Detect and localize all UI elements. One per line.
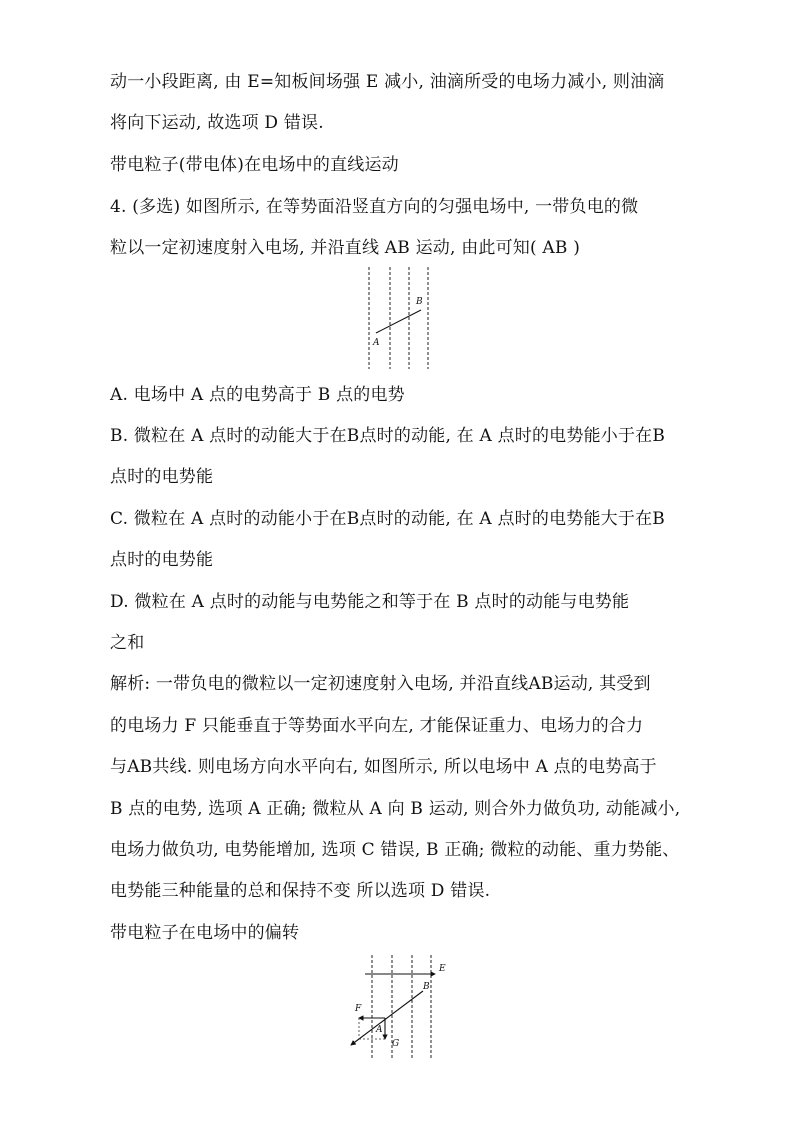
- point-b-label: B: [423, 982, 430, 992]
- solution-line: 与AB共线. 则电场方向水平向右, 如图所示, 所以电场中 A 点的电势高于: [110, 757, 657, 777]
- option-a: A. 电场中 A 点的电势高于 B 点的电势: [110, 385, 405, 405]
- solution-line: 电势能三种能量的总和保持不变 所以选项 D 错误.: [110, 881, 491, 901]
- solution-line: 的电场力 F 只能垂直于等势面水平向左, 才能保证重力、电场力的合力: [110, 716, 644, 736]
- point-b-label: B: [416, 297, 423, 307]
- option-c: 点时的电势能: [110, 550, 214, 570]
- solution-line: B 点的电势, 选项 A 正确; 微粒从 A 向 B 运动, 则合外力做负功, 动能减小,: [110, 799, 681, 819]
- text-line: 将向下运动, 故选项 D 错误.: [110, 113, 324, 133]
- option-b: B. 微粒在 A 点时的动能大于在B点时的动能, 在 A 点时的电势能小于在B: [110, 426, 666, 446]
- solution-line: 解析: 一带负电的微粒以一定初速度射入电场, 并沿直线AB运动, 其受到: [110, 674, 651, 694]
- figure-1-diagram: [360, 265, 440, 370]
- text-line: 动一小段距离, 由 E=知板间场强 E 减小, 油滴所受的电场力减小, 则油滴: [110, 72, 665, 92]
- question-line: 4. (多选) 如图所示, 在等势面沿竖直方向的匀强电场中, 一带负电的微: [110, 197, 639, 217]
- option-d: D. 微粒在 A 点时的动能与电势能之和等于在 B 点时的动能与电势能: [110, 592, 630, 612]
- gravity-g-label: G: [392, 1039, 400, 1049]
- point-a-label: A: [376, 1025, 383, 1035]
- solution-line: 电场力做负功, 电势能增加, 选项 C 错误, B 正确; 微粒的动能、重力势能、: [110, 840, 680, 860]
- option-d: 之和: [110, 633, 145, 653]
- option-c: C. 微粒在 A 点时的动能小于在B点时的动能, 在 A 点时的电势能大于在B: [110, 509, 665, 529]
- point-a-label: A: [373, 338, 380, 348]
- question-line: 粒以一定初速度射入电场, 并沿直线 AB 运动, 由此可知( AB ): [110, 238, 581, 258]
- force-f-label: F: [355, 1004, 362, 1014]
- section-heading: 带电粒子(带电体)在电场中的直线运动: [110, 155, 399, 175]
- field-e-label: E: [439, 964, 446, 974]
- option-b: 点时的电势能: [110, 467, 214, 487]
- section-heading: 带电粒子在电场中的偏转: [110, 923, 300, 943]
- figure-2-diagram: [345, 953, 450, 1063]
